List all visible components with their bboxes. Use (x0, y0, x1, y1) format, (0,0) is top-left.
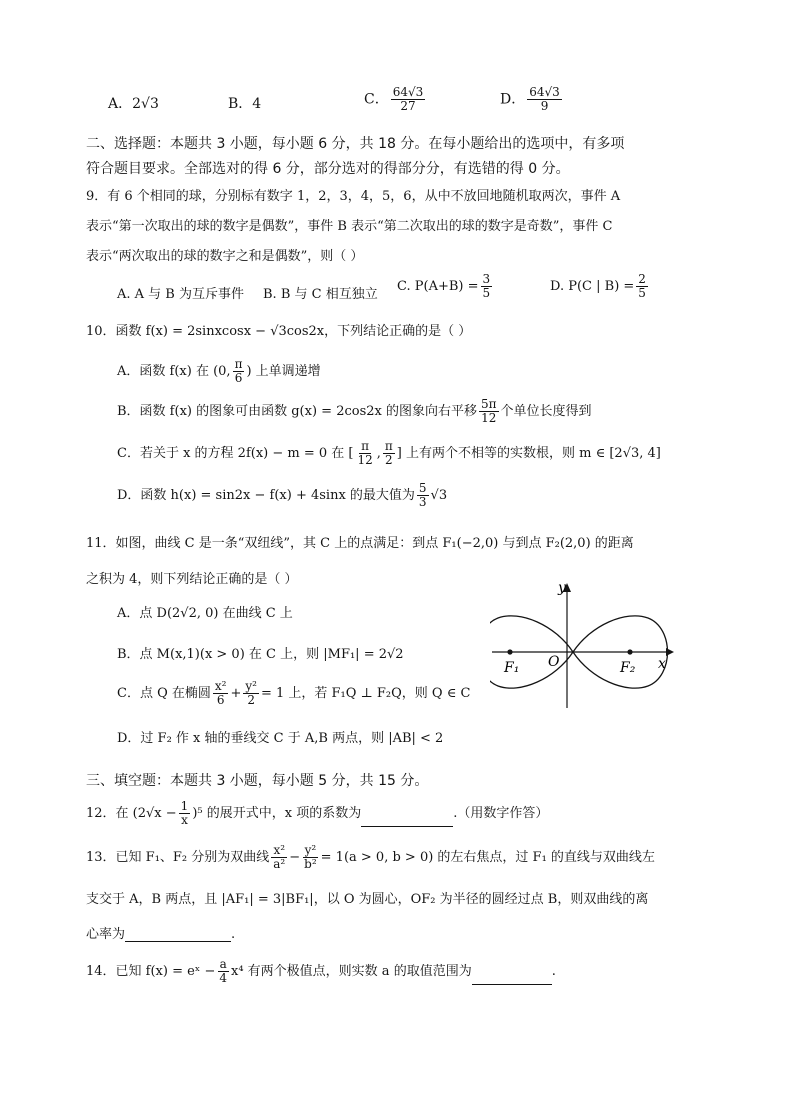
f1-point (507, 649, 512, 654)
q10-stem: 10．函数 f(x) = 2sinxcosx − √3cos2x，下列结论正确的是（ ） (86, 324, 472, 339)
q13-answer-blank[interactable] (125, 941, 231, 942)
q11-option-b: B．点 M(x,1)(x > 0) 在 C 上，则 |MF₁| = 2√2 (117, 647, 404, 662)
q11-option-d: D．过 F₂ 作 x 轴的垂线交 C 于 A,B 两点，则 |AB| < 2 (117, 731, 444, 746)
q9-option-c-fraction: $\frac{3}{5}$ (482, 272, 491, 300)
x-axis-label: x (658, 656, 666, 672)
prev-option-a: A．2√3 (108, 96, 159, 112)
q10-option-c: C．若关于 x 的方程 2f(x) − m = 0 在 [ $\frac{\pi}{12}$ , $\frac{\pi}{2}$ ] 上有两个不相等的实数根，则 m ∈ [2√3, 4] (117, 439, 661, 467)
q9-stem-line2: 表示“第一次取出的球的数字是偶数”，事件 B 表示“第二次取出的球的数字是奇数”，事件 C (86, 219, 613, 234)
q9-option-d-fraction: $\frac{2}{5}$ (638, 272, 646, 300)
q9-option-c (397, 273, 494, 300)
q13-line2: 支交于 A，B 两点，且 |AF₁| = 3|BF₁|，以 O 为圆心，OF₂ 为半径的圆经过点 B，则双曲线的离 (86, 892, 649, 907)
prev-option-c (364, 86, 427, 113)
q9-option-c-text: C. P(A+B) = (397, 279, 479, 294)
q9-option-d-text: D. P(C | B) = (550, 279, 635, 294)
q9-option-d (550, 273, 650, 300)
q10-option-d: D．函数 h(x) = sin2x − f(x) + 4sinx 的最大值为 $\frac{5}{3}$ √3 (117, 481, 448, 509)
q9-option-a: A. A 与 B 为互斥事件 (117, 287, 244, 302)
q9-stem-line3: 表示“两次取出的球的数字之和是偶数”，则（ ） (86, 249, 364, 264)
f2-label: F₂ (620, 660, 636, 676)
section2-header-line1: 二、选择题：本题共 3 小题，每小题 6 分，共 18 分。在每小题给出的选项中，有多项 (86, 136, 625, 152)
prev-option-d-label: D． (500, 91, 526, 108)
section3-header: 三、填空题：本题共 3 小题，每小题 5 分，共 15 分。 (86, 773, 429, 789)
q9-option-b: B. B 与 C 相互独立 (263, 287, 378, 302)
section2-header-line2: 符合题目要求。全部选对的得 6 分，部分选对的得部分分，有选错的得 0 分。 (86, 161, 570, 177)
q10-option-a: A．函数 f(x) 在 (0, $\frac{\pi}{6}$ ) 上单调递增 (117, 357, 321, 385)
q14-answer-blank[interactable] (472, 984, 552, 985)
q10-option-b: B．函数 f(x) 的图象可由函数 g(x) = 2cos2x 的图象向右平移 $\frac{5\pi}{12}$ 个单位长度得到 (117, 397, 592, 425)
q12: 12．在 (2√x − $\frac{1}{x}$ )⁵ 的展开式中，x 项的系数为 .（用数字作答） (86, 799, 549, 827)
f1-label: F₁ (504, 660, 520, 676)
origin-label: O (548, 654, 560, 670)
f2-point (627, 649, 632, 654)
q13-line3: 心率为 . (86, 927, 236, 942)
prev-option-d (500, 86, 564, 113)
q11-stem-line2: 之积为 4，则下列结论正确的是（ ） (86, 572, 298, 587)
lemniscate-figure (490, 580, 680, 710)
q11-option-c: C．点 Q 在椭圆 $\frac{\text{x²}}{6}$ + $\frac{\text{y²}}{2}$ = 1 上，若 F₁Q ⊥ F₂Q，则 Q ∈ C (117, 679, 471, 707)
prev-option-c-label: C． (364, 91, 389, 108)
prev-option-c-fraction: $\frac{64√3}{27}$ (392, 85, 424, 113)
q14: 14．已知 f(x) = eˣ − $\frac{a}{4}$ x⁴ 有两个极值点，则实数 a 的取值范围为 . (86, 957, 556, 985)
q11-stem-line1: 11．如图，曲线 C 是一条“双纽线”，其 C 上的点满足：到点 F₁(−2,0) 与到点 F₂(2,0) 的距离 (86, 536, 634, 551)
prev-option-b: B．4 (228, 96, 262, 112)
y-axis-label: y (558, 580, 566, 596)
q9-stem-line1: 9．有 6 个相同的球，分别标有数字 1，2，3，4，5，6，从中不放回地随机取两次，事件 A (86, 189, 621, 204)
q13-line1: 13．已知 F₁、F₂ 分别为双曲线 $\frac{\text{x²}}{\text{a²}}$ − $\frac{\text{y²}}{\text{b²}}$ = 1(a > 0, b > 0) 的左右焦点，过 F₁ 的直线与双曲线左 (86, 843, 655, 871)
prev-option-d-fraction: $\frac{64√3}{9}$ (529, 85, 560, 113)
q11-option-a: A．点 D(2√2, 0) 在曲线 C 上 (117, 606, 293, 621)
q12-answer-blank[interactable] (361, 826, 453, 827)
